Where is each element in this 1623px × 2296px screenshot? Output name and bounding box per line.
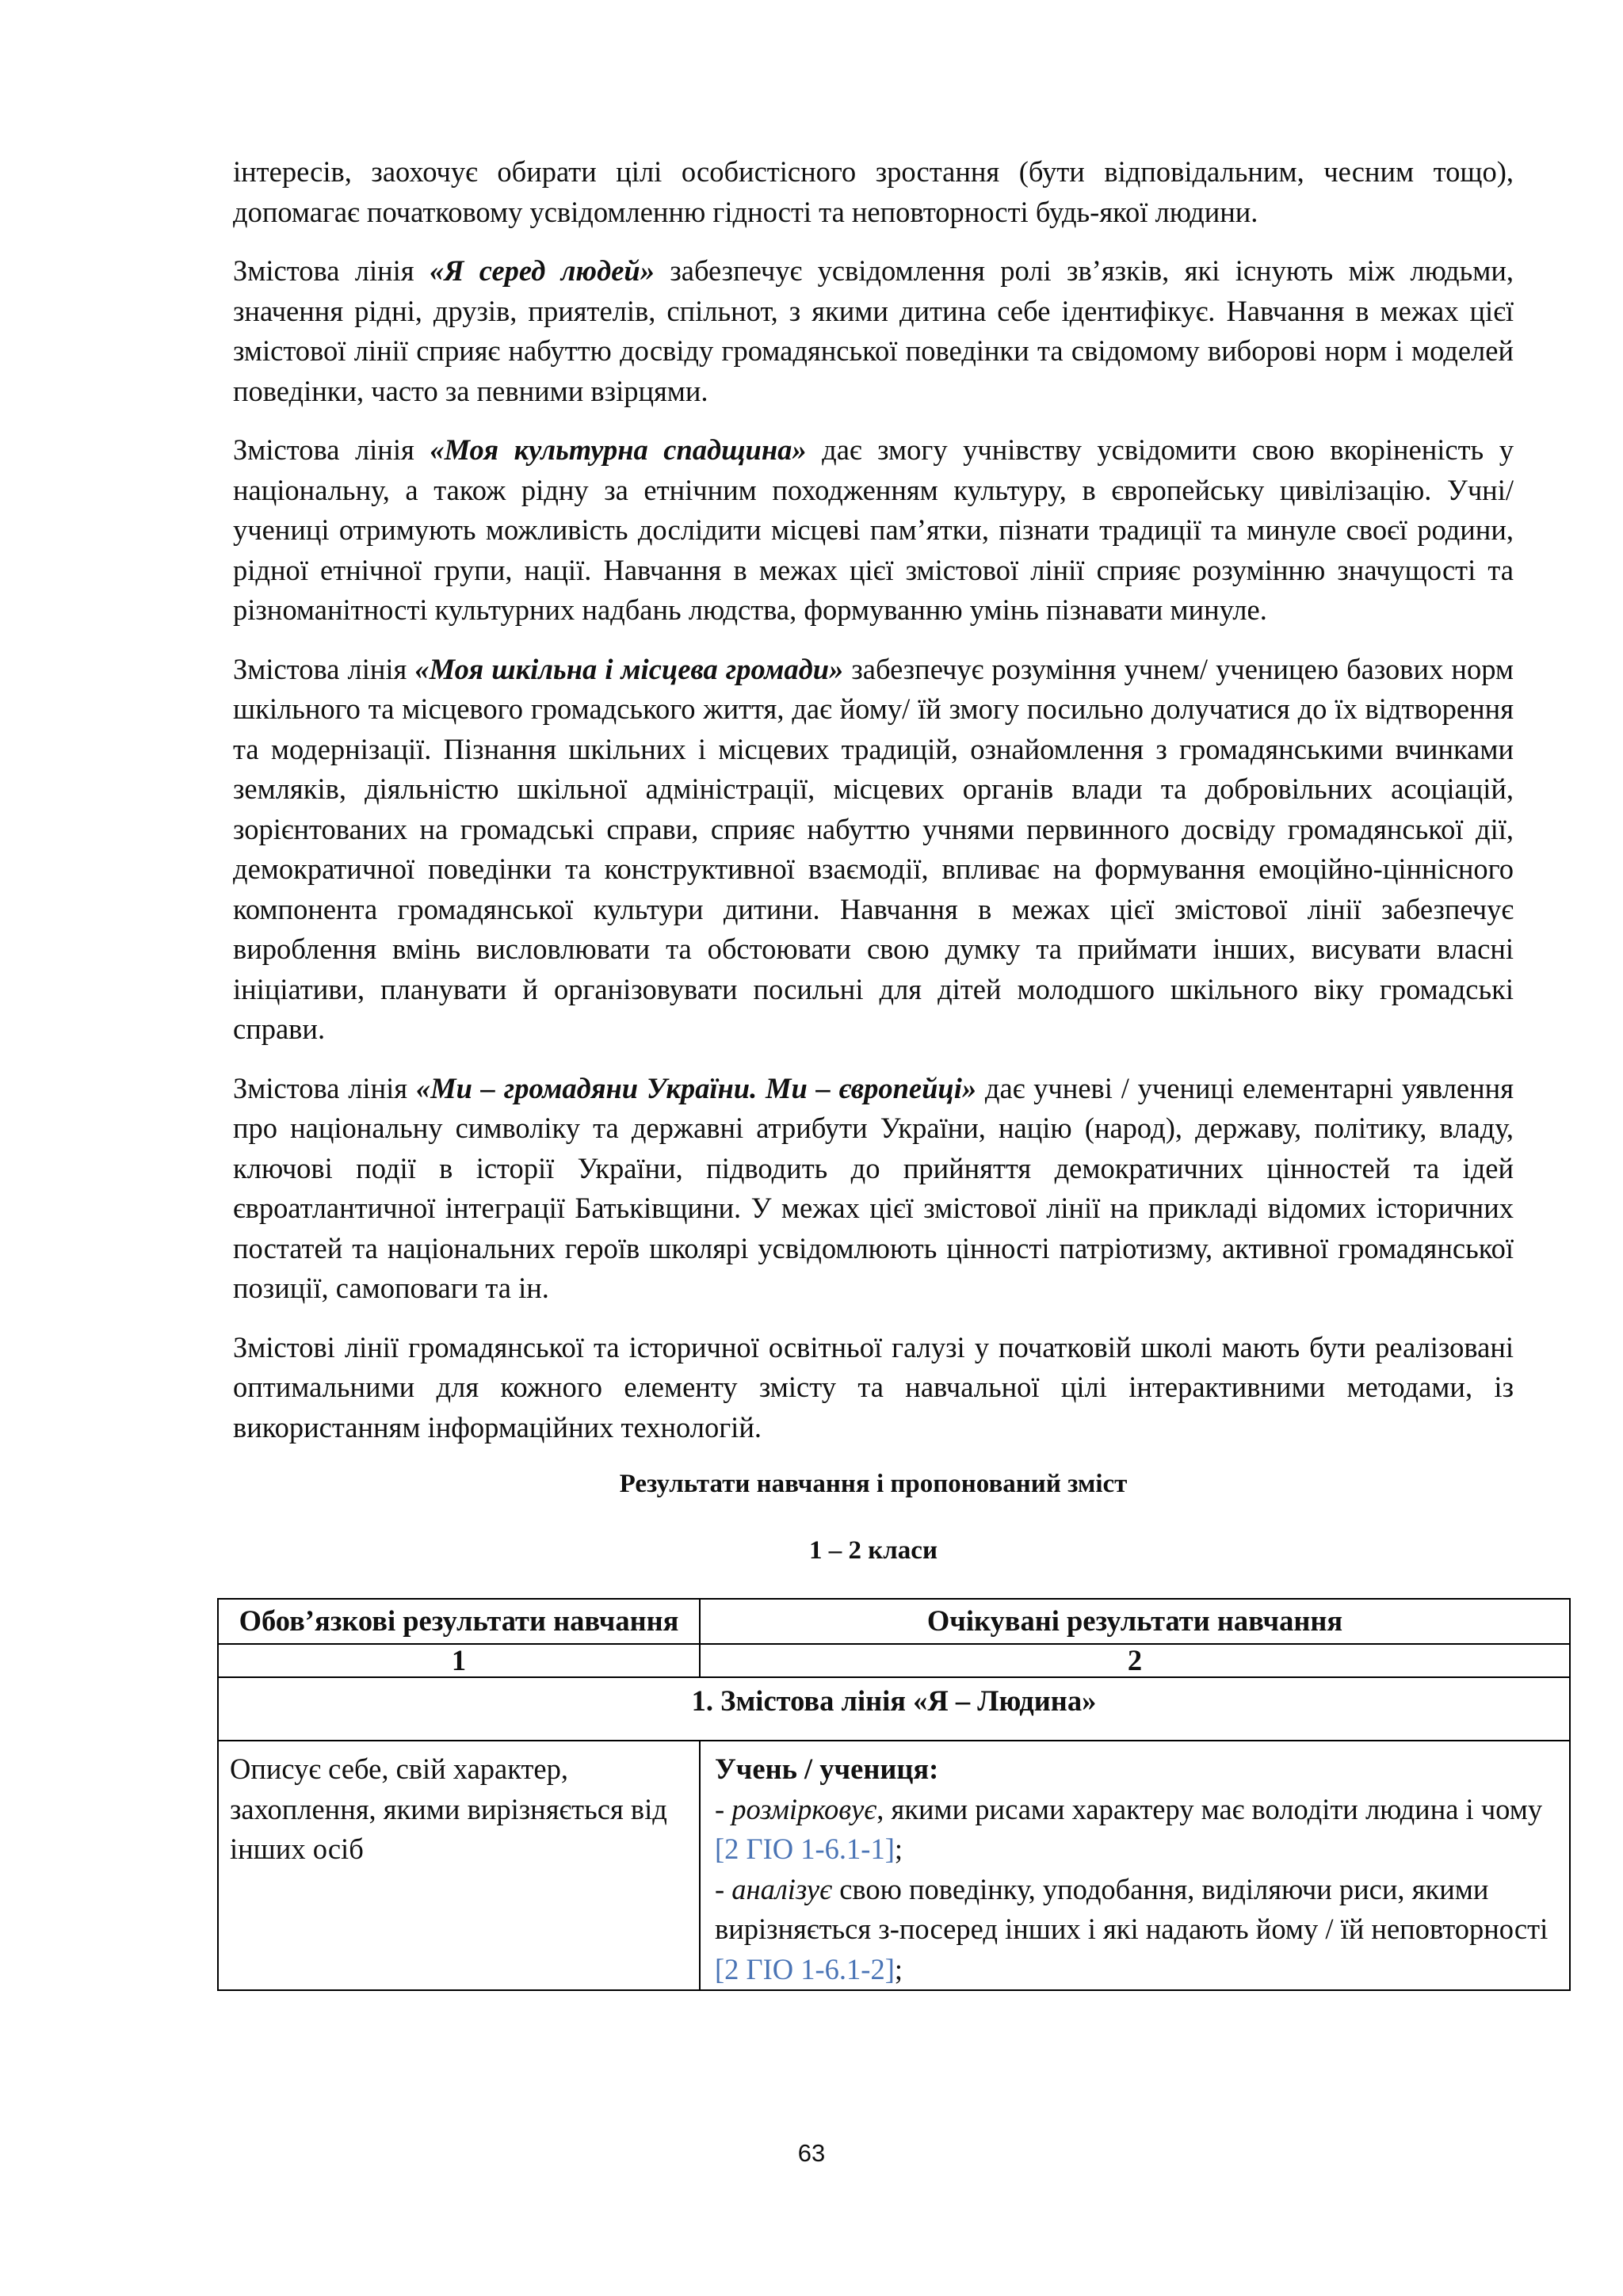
page-number: 63 (797, 2139, 826, 2167)
paragraph-text: Змістові лінії громадянської та історичної освітньої галузі у початковій школі мають бути реалізовані оптимальними для кожного елементу змісту та навчальної цілі інтерактивними методами, із використанням інформаційних технологій. (233, 1330, 1514, 1444)
content-line-title: «Я серед людей» (429, 254, 655, 287)
document-body (230, 152, 1549, 1991)
paragraph (233, 1328, 1514, 1448)
paragraph-text: інтересів, заохочує обирати цілі особистісного зростання (бути відповідальним, чесним тощо), допомагає початковому усвідомленню гідності та неповторності будь-якої людини. (233, 155, 1514, 228)
learner-label: Учень / учениця: (715, 1753, 939, 1785)
table-row (218, 1741, 1570, 1990)
paragraph-text: Змістова лінія (233, 1071, 416, 1104)
paragraph (233, 650, 1514, 1050)
paragraph (233, 251, 1514, 411)
paragraph-text: дає учневі / учениці елементарні уявлення про національну символіку та державні атрибути України, націю (народ), державу, політику, владу, ключові події в історії України, підводить до прийняття демократичних цінностей та ідей євроатлантичної інтеграції Батьківщини. У межах цієї змістової лінії на прикладі відомих історичних постатей та національних героїв школярі усвідомлюють цінності патріотизму, активної громадянської позиції, самоповаги та ін. (233, 1071, 1514, 1304)
paragraph-text: забезпечує розуміння учнем/ ученицею базових норм шкільного та місцевого громадського життя, дає йому/ їй змогу посильно долучатися до їх відтворення та модернізації. Пізнання шкільних і місцевих традицій, ознайомлення з громадянськими вчинками земляків, діяльністю шкільної адміністрації, місцевих органів влади та добровільних асоціацій, зорієнтованих на громадські справи, сприяє набуттю учнями первинного досвіду громадянської дії, демократичної поведінки та конструктивної взаємодії, впливає на формування емоційно-ціннісного компонента громадянської культури дитини. Навчання в межах цієї змістової лінії забезпечує вироблення вмінь висловлювати та обстоювати свою думку та приймати інших, висувати власні ініціативи, планувати й організовувати посильні для дітей молодшого шкільного віку громадські справи. (233, 652, 1514, 1045)
content-line-section: 1. Змістова лінія «Я – Людина» (218, 1677, 1570, 1741)
table-header-row (218, 1599, 1570, 1644)
header-mandatory-outcomes: Обов’язкові результати навчання (218, 1599, 700, 1644)
outcome-reference-link[interactable]: [2 ГІО 1-6.1-1] (715, 1833, 895, 1865)
paragraph-text: Змістова лінія (233, 254, 430, 287)
outcome-reference-link[interactable]: [2 ГІО 1-6.1-2] (715, 1952, 895, 1985)
column-number: 1 (218, 1644, 700, 1677)
content-line-title: «Моя шкільна і місцева громади» (414, 652, 844, 685)
section-title: Результати навчання і пропонований зміст (619, 1470, 1128, 1498)
item-dash: - (715, 1792, 732, 1825)
expected-outcome-cell (700, 1741, 1570, 1990)
paragraph-text: Змістова лінія (233, 433, 430, 466)
outcome-verb: аналізує (731, 1872, 833, 1905)
outcome-item (715, 1790, 1558, 1870)
outcome-item (715, 1870, 1558, 1990)
content-line-title: «Ми – громадяни України. Ми – європейці» (415, 1071, 977, 1104)
grade-title: 1 – 2 класи (809, 1536, 938, 1565)
outcome-text: свою поведінку, уподобання, виділяючи риси, якими вирізняється з-посеред інших і які надають йому / їй неповторності (715, 1872, 1549, 1945)
outcome-verb: розмірковує (731, 1792, 877, 1825)
item-end: ; (894, 1952, 903, 1985)
paragraph-text: забезпечує усвідомлення ролі зв’язків, які існують між людьми, значення рідні, друзів, приятелів, спільнот, з якими дитина себе ідентифікує. Навчання в межах цієї змістової лінії сприяє набуттю досвіду громадянської поведінки та свідомому виборові норм і моделей поведінки, часто за певними взірцями. (233, 254, 1514, 407)
paragraph (233, 152, 1514, 232)
mandatory-outcome-cell: Описує себе, свій характер, захоплення, якими вирізняється від інших осіб (218, 1741, 700, 1990)
outcomes-table (217, 1598, 1571, 1991)
table-number-row (218, 1644, 1570, 1677)
column-number: 2 (700, 1644, 1570, 1677)
table-section-row (218, 1677, 1570, 1741)
paragraph (233, 1069, 1514, 1309)
item-dash: - (715, 1872, 732, 1905)
item-end: ; (894, 1833, 903, 1865)
paragraph (233, 430, 1514, 631)
outcome-text: , якими рисами характеру має володіти людина і чому (876, 1792, 1543, 1825)
header-expected-outcomes: Очікувані результати навчання (700, 1599, 1570, 1644)
paragraph-text: Змістова лінія (233, 652, 415, 685)
content-line-title: «Моя культурна спадщина» (430, 433, 807, 466)
paragraph-text: дає змогу учнівству усвідомити свою вкоріненість у національну, а також рідну за етнічним походженням культуру, в європейську цивілізацію. Учні/ учениці отримують можливість дослідити місцеві пам’ятки, пізнати традиції та минуле своєї родини, рідної етнічної групи, нації. Навчання в межах цієї змістової лінії сприяє розумінню значущості та різноманітності культурних надбань людства, формуванню умінь пізнавати минуле. (233, 433, 1514, 626)
